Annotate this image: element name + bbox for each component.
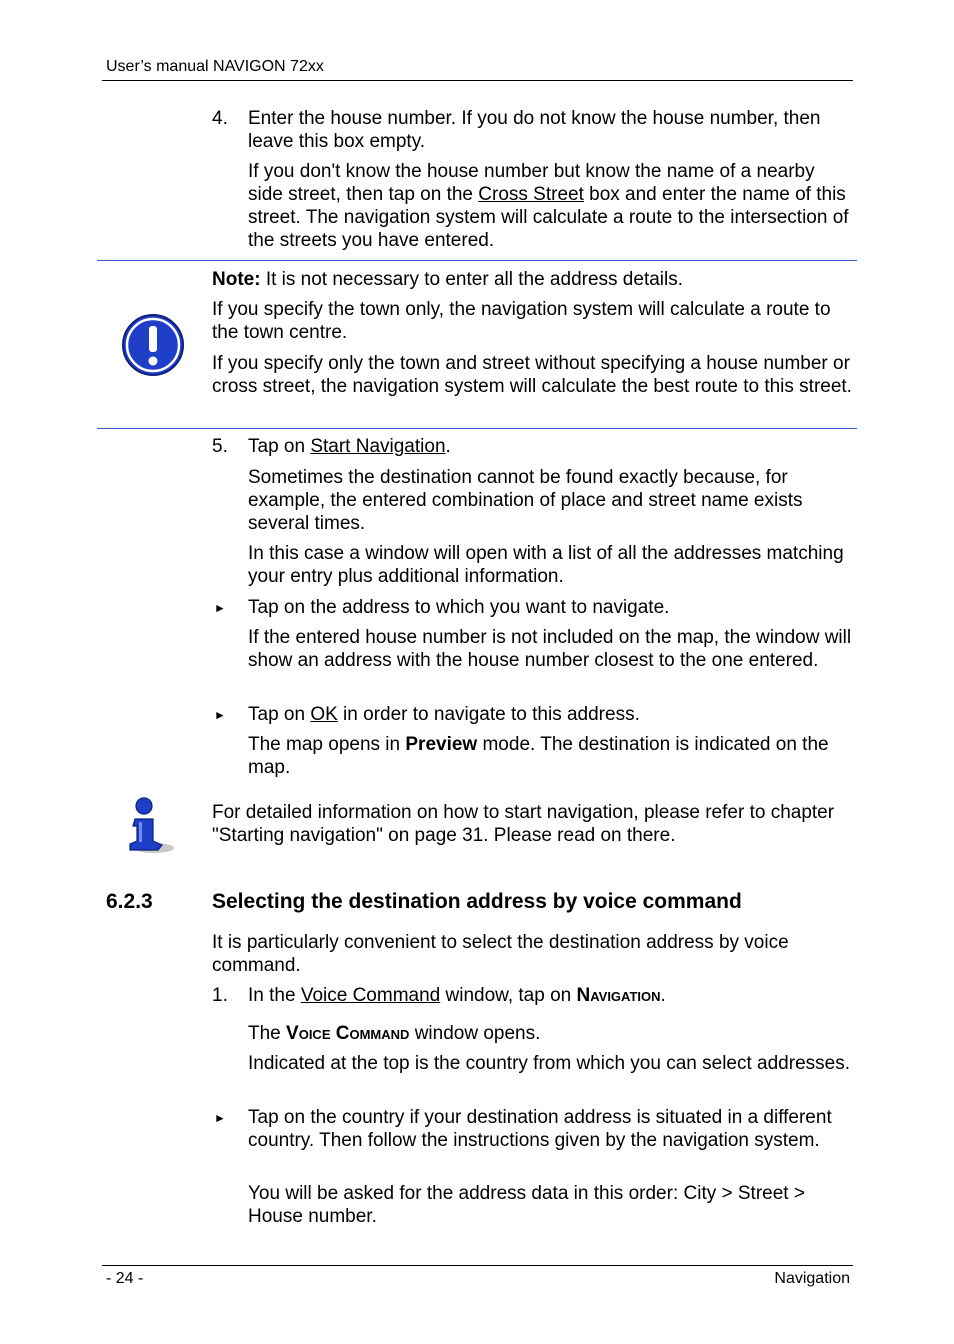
step-detail [248, 1022, 853, 1045]
text-run: . [660, 985, 666, 1006]
ok-link[interactable]: OK [310, 704, 338, 725]
text-run: mode. The destination is indicated on the map. [248, 734, 829, 778]
section-title: Selecting the destination address by voice command [212, 890, 742, 913]
preview-mode-term: Preview [405, 734, 478, 755]
step-text [248, 984, 853, 1007]
step-text: Enter the house number. If you do not know the house number, then leave this box empty. [248, 108, 821, 152]
bullet-detail: If the entered house number is not included on the map, the window will show an address with the house number closest to the one entered. [248, 627, 852, 671]
bullet-text: Tap on the country if your destination address is situated in a different country. Then follow the instructions given by the navigation system. [248, 1107, 832, 1151]
header-rule [102, 80, 853, 81]
bullet-text [248, 703, 853, 726]
navigation-button-label[interactable]: Navigation [576, 985, 661, 1006]
text-run: Tap on [248, 704, 311, 725]
note-label: Note: [212, 269, 261, 290]
voice-command-window-name: Voice Command [286, 1023, 410, 1044]
text-run: box and enter the name of this street. The navigation system will calculate a route to the intersection of the streets you have entered. [248, 184, 849, 251]
text-run: . [445, 436, 451, 457]
bullet-detail: You will be asked for the address data in this order: City > Street > House number. [248, 1183, 805, 1227]
note-detail: If you specify only the town and street without specifying a house number or cross street, the navigation system will calculate the best route to this street. [212, 353, 852, 397]
bullet-detail [248, 733, 853, 779]
footer-rule [102, 1265, 853, 1266]
start-navigation-link[interactable]: Start Navigation [310, 436, 446, 457]
text-run: In the [248, 985, 301, 1006]
note-top-rule [97, 260, 857, 261]
running-header: User’s manual NAVIGON 72xx [106, 58, 324, 75]
text-run: in order to navigate to this address. [337, 704, 640, 725]
step-detail: Sometimes the destination cannot be found exactly because, for example, the entered combination of place and street name exists several times. [248, 467, 803, 534]
step-detail: In this case a window will open with a list of all the addresses matching your entry plus additional information. [248, 543, 844, 587]
step-text [248, 435, 853, 458]
bullet-arrow-icon: ► [214, 601, 226, 615]
text-run: If you don't know the house number but know the name of a nearby side street, then tap on the [248, 161, 815, 205]
step-detail: Indicated at the top is the country from which you can select addresses. [248, 1053, 850, 1074]
text-run: The [248, 1023, 287, 1044]
text-run: It is not necessary to enter all the address details. [260, 269, 684, 290]
step-number: 5. [212, 436, 228, 457]
footer-section: Navigation [774, 1270, 850, 1287]
cross-street-link[interactable]: Cross Street [478, 184, 584, 205]
text-run: window opens. [409, 1023, 541, 1044]
voice-command-link[interactable]: Voice Command [300, 985, 441, 1006]
bullet-text: Tap on the address to which you want to navigate. [248, 597, 670, 618]
text-run: The map opens in [248, 734, 406, 755]
text-run: Tap on [248, 436, 311, 457]
text-run: window, tap on [440, 985, 577, 1006]
note-text [212, 268, 853, 291]
section-number: 6.2.3 [106, 890, 153, 913]
info-person-icon [122, 795, 178, 857]
exclamation-icon [120, 312, 186, 378]
step-detail [248, 160, 853, 252]
bullet-arrow-icon: ► [214, 708, 226, 722]
step-number: 4. [212, 108, 228, 129]
step-number: 1. [212, 985, 228, 1006]
info-text: For detailed information on how to start navigation, please refer to chapter "Starting navigation" on page 31. Please read on there. [212, 802, 835, 846]
section-intro: It is particularly convenient to select the destination address by voice command. [212, 932, 789, 976]
note-detail: If you specify the town only, the navigation system will calculate a route to the town centre. [212, 299, 831, 343]
bullet-arrow-icon: ► [214, 1111, 226, 1125]
note-bottom-rule [97, 428, 857, 429]
page-number: - 24 - [106, 1270, 144, 1287]
